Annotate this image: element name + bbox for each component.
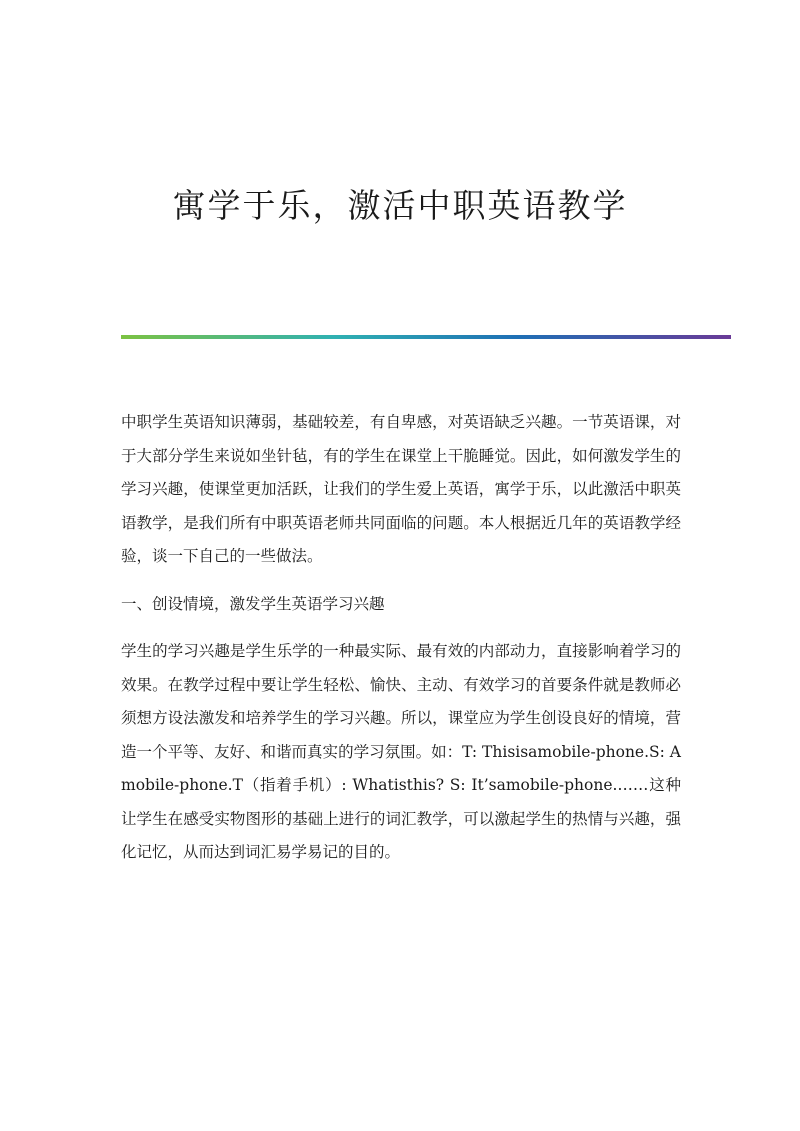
section-paragraph: 学生的学习兴趣是学生乐学的一种最实际、最有效的内部动力，直接影响着学习的效果。在教学过程中要让学生轻松、愉快、主动、有效学习的首要条件就是教师必须想方设法激发和培养学生的学习兴趣。所以，课堂应为学生创设良好的情境，营造一个平等、友好、和谐而真实的学习氛围。如：T: Thisisamobile-phone.S: Amobile-phone.T（指着手机）: Whatisthis? S: It’samobile-phone.……这种让学生在感受实物图形的基础上进行的词汇教学，可以激起学生的热情与兴趣，强化记忆，从而达到词汇易学易记的目的。 <box>121 642 681 861</box>
intro-paragraph: 中职学生英语知识薄弱，基础较差，有自卑感，对英语缺乏兴趣。一节英语课，对于大部分学生来说如坐针毡，有的学生在课堂上干脆睡觉。因此，如何激发学生的学习兴趣，使课堂更加活跃，让我们的学生爱上英语，寓学于乐，以此激活中职英语教学，是我们所有中职英语老师共同面临的问题。本人根据近几年的英语教学经验，谈一下自己的一些做法。 <box>121 413 681 565</box>
section-heading: 一、创设情境，激发学生英语学习兴趣 <box>121 594 385 613</box>
document-body <box>121 406 681 884</box>
gradient-divider <box>121 335 731 339</box>
document-title: 寓学于乐，激活中职英语教学 <box>172 186 628 225</box>
